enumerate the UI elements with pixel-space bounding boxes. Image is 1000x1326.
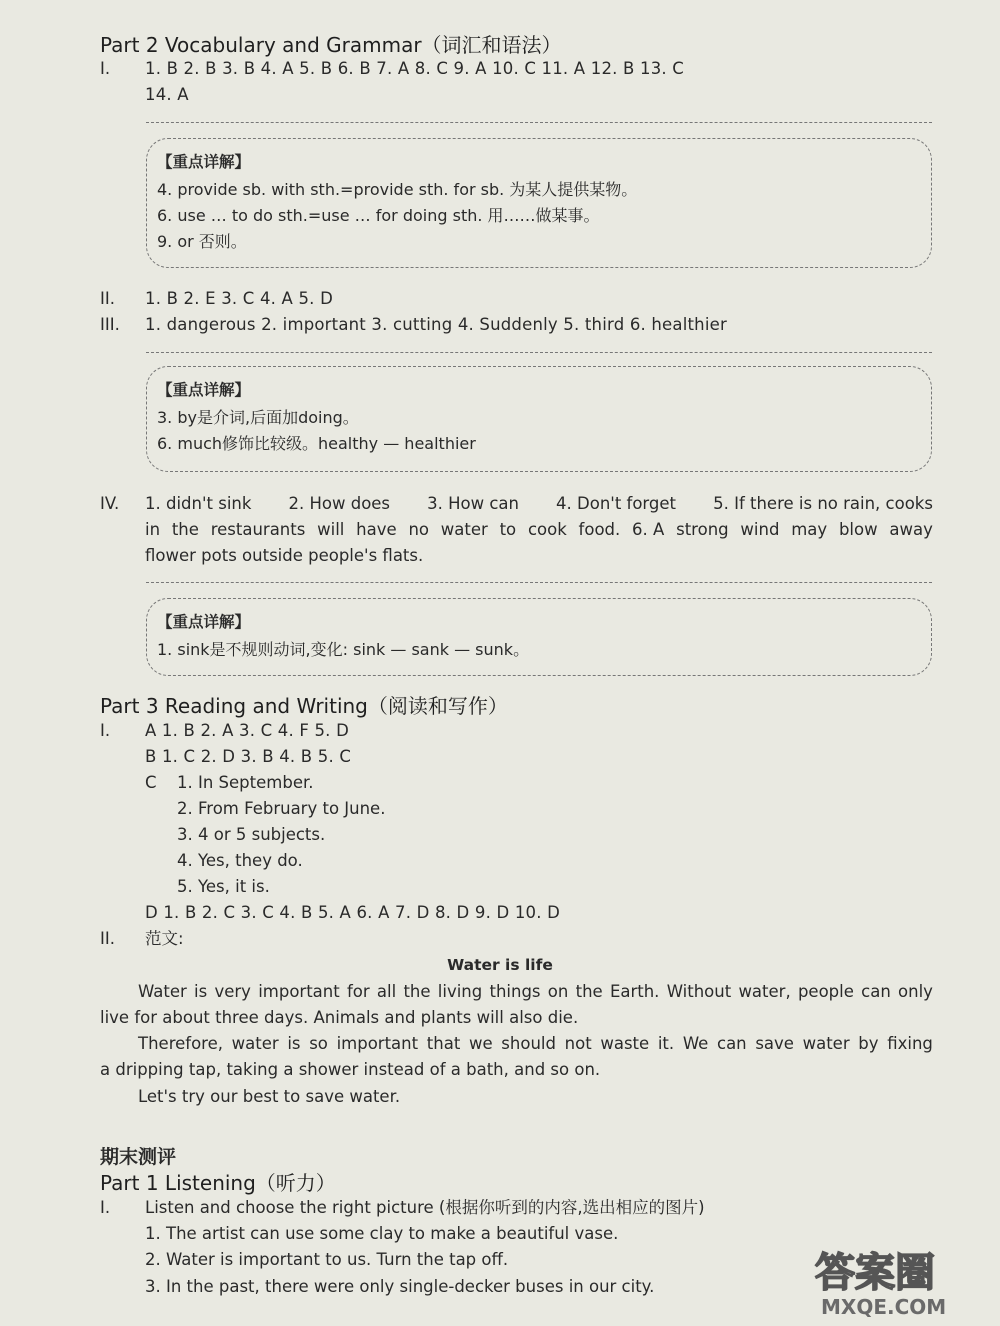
word: water xyxy=(231,1034,279,1053)
word: food. xyxy=(578,520,621,539)
word: for xyxy=(346,982,370,1001)
key-points-title: 【重点详解】 xyxy=(157,613,251,631)
word: the xyxy=(575,982,603,1001)
word: all xyxy=(376,982,397,1001)
final-I-instruction: Listen and choose the right picture (根据你听到的内容,选出相应的图片) xyxy=(145,1198,705,1217)
word: cook xyxy=(527,520,567,539)
model-essay-label: 范文: xyxy=(145,929,184,948)
part3-I-A-answers: A 1. B 2. A 3. C 4. F 5. D xyxy=(145,721,349,740)
word: things xyxy=(489,982,541,1001)
dashed-separator xyxy=(146,582,932,583)
essay-paragraph2-line2: a dripping tap, taking a shower instead of a bath, and so on. xyxy=(100,1060,601,1079)
word: should xyxy=(501,1034,556,1053)
essay-title: Water is life xyxy=(447,956,553,974)
word: We xyxy=(682,1034,709,1053)
key-point-line: 9. or 否则。 xyxy=(157,232,247,251)
word: will xyxy=(317,520,345,539)
word: 6. A xyxy=(632,520,665,539)
word: important xyxy=(336,1034,419,1053)
part3-I-D-answers: D 1. B 2. C 3. C 4. B 5. A 6. A 7. D 8. D 9. D 10. D xyxy=(145,903,561,922)
part2-II-label: II. xyxy=(100,289,115,308)
word: no xyxy=(408,520,429,539)
part2-III-label: III. xyxy=(100,315,120,334)
dashed-separator xyxy=(146,122,932,123)
key-point-line: 6. use … to do sth.=use … for doing sth. 用……做某事。 xyxy=(157,206,600,225)
word: to xyxy=(499,520,517,539)
word: have xyxy=(356,520,397,539)
key-points-title: 【重点详解】 xyxy=(157,381,251,399)
word: that xyxy=(426,1034,461,1053)
part3-I-B-answers: B 1. C 2. D 3. B 4. B 5. C xyxy=(145,747,352,766)
word: living xyxy=(437,982,483,1001)
answer-fragment: 5. If there is no rain, cooks xyxy=(713,494,933,513)
part2-IV-answers-line2 xyxy=(145,520,933,540)
key-point-line: 3. by是介词,后面加doing。 xyxy=(157,408,359,427)
word: Without xyxy=(666,982,732,1001)
final-part1-heading: Part 1 Listening（听力） xyxy=(100,1171,336,1195)
word: by xyxy=(858,1034,879,1053)
part2-IV-label: IV. xyxy=(100,494,120,513)
word: Therefore, xyxy=(138,1034,223,1053)
listening-item: 1. The artist can use some clay to make a beautiful vase. xyxy=(145,1224,619,1243)
key-point-line: 4. provide sb. with sth.=provide sth. for sb. 为某人提供某物。 xyxy=(157,180,638,199)
part3-I-C-answer: 1. In September. xyxy=(177,773,314,792)
part2-heading: Part 2 Vocabulary and Grammar（词汇和语法） xyxy=(100,33,562,57)
answer-fragment: 4. Don't forget xyxy=(556,494,677,513)
part2-IV-answers-line1 xyxy=(145,494,933,514)
site-watermark-logo xyxy=(805,1248,995,1320)
word: important xyxy=(258,982,340,1001)
word: wind xyxy=(740,520,780,539)
word: may xyxy=(791,520,828,539)
word: it. xyxy=(657,1034,675,1053)
final-I-label: I. xyxy=(100,1198,111,1217)
part3-I-C-label: C xyxy=(145,773,157,792)
word: fixing xyxy=(887,1034,933,1053)
word: waste xyxy=(600,1034,650,1053)
word: water xyxy=(440,520,488,539)
word: away xyxy=(889,520,933,539)
answer-fragment: 2. How does xyxy=(288,494,391,513)
part3-I-C-answer: 3. 4 or 5 subjects. xyxy=(177,825,326,844)
key-points-box xyxy=(146,598,932,676)
word: blow xyxy=(838,520,878,539)
word: water, xyxy=(738,982,791,1001)
word: not xyxy=(564,1034,592,1053)
part3-II-label: II. xyxy=(100,929,115,948)
part2-I-label: I. xyxy=(100,59,111,78)
word: Earth. xyxy=(609,982,660,1001)
word: the xyxy=(171,520,199,539)
key-points-box xyxy=(146,138,932,268)
word: we xyxy=(468,1034,493,1053)
watermark-text: 答案圈 xyxy=(815,1250,935,1296)
word: on xyxy=(547,982,569,1001)
word: Water xyxy=(138,982,187,1001)
answer-fragment: 3. How can xyxy=(427,494,519,513)
key-points-box xyxy=(146,366,932,472)
final-test-heading: 期末测评 xyxy=(100,1146,177,1168)
part2-II-answers: 1. B 2. E 3. C 4. A 5. D xyxy=(145,289,333,308)
part2-IV-answers-line3: flower pots outside people's flats. xyxy=(145,546,424,565)
part2-I-answers-line1: 1. B 2. B 3. B 4. A 5. B 6. B 7. A 8. C 9. A 10. C 11. A 12. B 13. C xyxy=(145,59,684,78)
part3-I-C-answer: 2. From February to June. xyxy=(177,799,386,818)
part3-heading: Part 3 Reading and Writing（阅读和写作） xyxy=(100,694,508,718)
word: is xyxy=(194,982,208,1001)
answer-fragment: 1. didn't sink xyxy=(145,494,252,513)
part3-I-label: I. xyxy=(100,721,111,740)
word: only xyxy=(898,982,933,1001)
word: strong xyxy=(676,520,729,539)
word: is xyxy=(287,1034,301,1053)
essay-paragraph1-line2: live for about three days. Animals and plants will also die. xyxy=(100,1008,579,1027)
word: very xyxy=(214,982,251,1001)
word: the xyxy=(403,982,431,1001)
word: in xyxy=(145,520,161,539)
word: so xyxy=(309,1034,328,1053)
essay-paragraph2-line1 xyxy=(138,1034,933,1054)
word: people xyxy=(797,982,854,1001)
essay-paragraph1-line1 xyxy=(138,982,933,1002)
word: can xyxy=(717,1034,747,1053)
dashed-separator xyxy=(146,352,932,353)
essay-paragraph3: Let's try our best to save water. xyxy=(138,1087,401,1106)
watermark-url: MXQE.COM xyxy=(821,1295,947,1319)
listening-item: 3. In the past, there were only single-decker buses in our city. xyxy=(145,1277,655,1296)
word: water xyxy=(802,1034,850,1053)
part2-III-answers: 1. dangerous 2. important 3. cutting 4. Suddenly 5. third 6. healthier xyxy=(145,315,727,334)
word: can xyxy=(861,982,891,1001)
word: save xyxy=(755,1034,794,1053)
key-point-line: 6. much修饰比较级。healthy — healthier xyxy=(157,434,476,453)
part3-I-C-answer: 5. Yes, it is. xyxy=(177,877,270,896)
part2-I-answers-line2: 14. A xyxy=(145,85,189,104)
word: restaurants xyxy=(210,520,306,539)
listening-item: 2. Water is important to us. Turn the tap off. xyxy=(145,1250,509,1269)
key-points-title: 【重点详解】 xyxy=(157,153,251,171)
part3-I-C-answer: 4. Yes, they do. xyxy=(177,851,303,870)
key-point-line: 1. sink是不规则动词,变化: sink — sank — sunk。 xyxy=(157,640,530,659)
